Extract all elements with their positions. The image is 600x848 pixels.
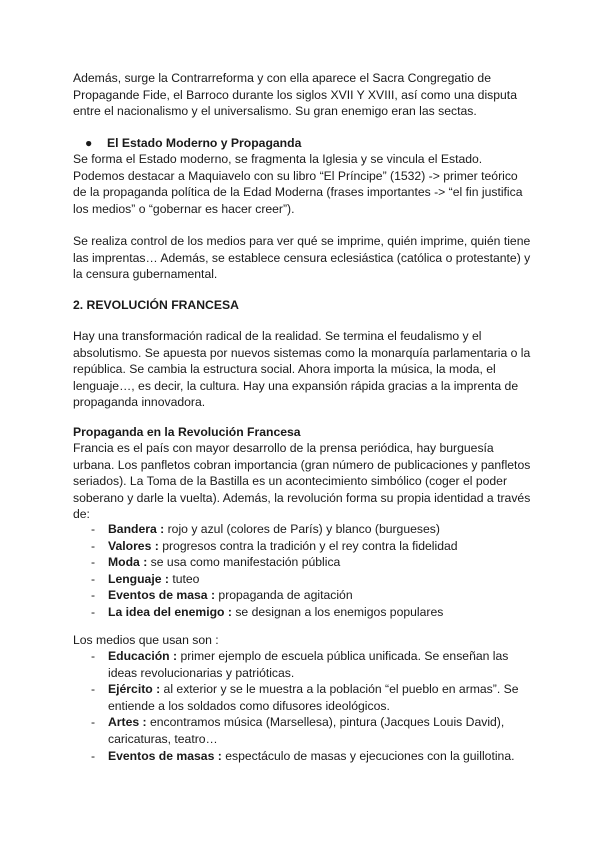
estado-moderno-paragraph: Se forma el Estado moderno, se fragmenta la Iglesia y se vincula el Estado. Podemos destacar a Maquiavelo con su libro “El Príncipe” (1532) -> primer teórico de la propaganda política de la Edad Moderna (frases importantes -> “el fin justifica los medios” o “gobernar es hacer creer”). xyxy=(73,152,523,216)
section-title: 2. REVOLUCIÓN FRANCESA xyxy=(73,298,239,312)
bullet-heading-text: El Estado Moderno y Propaganda xyxy=(107,136,302,150)
list-item: - Eventos de masas : espectáculo de masas y ejecuciones con la guillotina. xyxy=(91,748,515,763)
list-item: - Educación : primer ejemplo de escuela pública unificada. Se enseñan las ideas revolucionarias y patrióticas. xyxy=(91,649,509,680)
control-medios-paragraph: Se realiza control de los medios para ver qué se imprime, quién imprime, quién tiene las imprentas… Además, se establece censura eclesiástica (católica o protestante) y la censura gubernamental. xyxy=(73,234,531,282)
bullet-heading xyxy=(85,135,301,152)
subheading: Propaganda en la Revolución Francesa xyxy=(73,425,301,439)
list-item: - Moda : se usa como manifestación pública xyxy=(91,555,341,570)
list-item: - Eventos de masa : propaganda de agitación xyxy=(91,588,353,603)
list-item: - Lenguaje : tuteo xyxy=(91,571,200,586)
francia-paragraph: Francia es el país con mayor desarrollo de la prensa periódica, hay burguesía urbana. Los panfletos cobran importancia (gran número de publicaciones y panfletos seriados). La Toma de la Bastilla es un acontecimiento simbólico (coger el poder soberano y darle la vuelta). Además, la revolución forma su propia identidad a través de: xyxy=(73,441,531,522)
list-item: - Artes : encontramos música (Marsellesa), pintura (Jacques Louis David), caricaturas, teatro… xyxy=(91,715,505,746)
bullet-dot-icon: ● xyxy=(85,136,93,150)
media-intro: Los medios que usan son : xyxy=(73,633,219,647)
list-item: - Valores : progresos contra la tradición y el rey contra la fidelidad xyxy=(91,538,458,553)
list-item: - Bandera : rojo y azul (colores de París) y blanco (burgueses) xyxy=(91,522,440,536)
identity-list xyxy=(73,521,533,621)
list-item: - Ejército : al exterior y se le muestra a la población “el pueblo en armas”. Se entiende a los soldados como difusores ideológicos. xyxy=(91,682,519,713)
media-list xyxy=(73,648,533,764)
list-item: - La idea del enemigo : se designan a los enemigos populares xyxy=(91,604,444,619)
intro-paragraph: Además, surge la Contrarreforma y con ella aparece el Sacra Congregatio de Propagande Fide, el Barroco durante los siglos XVII Y XVIII, así como una disputa entre el nacionalismo y el universalismo. Su gran enemigo eran las sectas. xyxy=(73,71,517,119)
revolucion-paragraph: Hay una transformación radical de la realidad. Se termina el feudalismo y el absolutismo. Se apuesta por nuevos sistemas como la monarquía parlamentaria o la república. Se cambia la estructura social. Ahora importa la música, la moda, el lenguaje…, es decir, la cultura. Hay una expansión rápida gracias a la imprenta de propaganda innovadora. xyxy=(73,329,531,410)
